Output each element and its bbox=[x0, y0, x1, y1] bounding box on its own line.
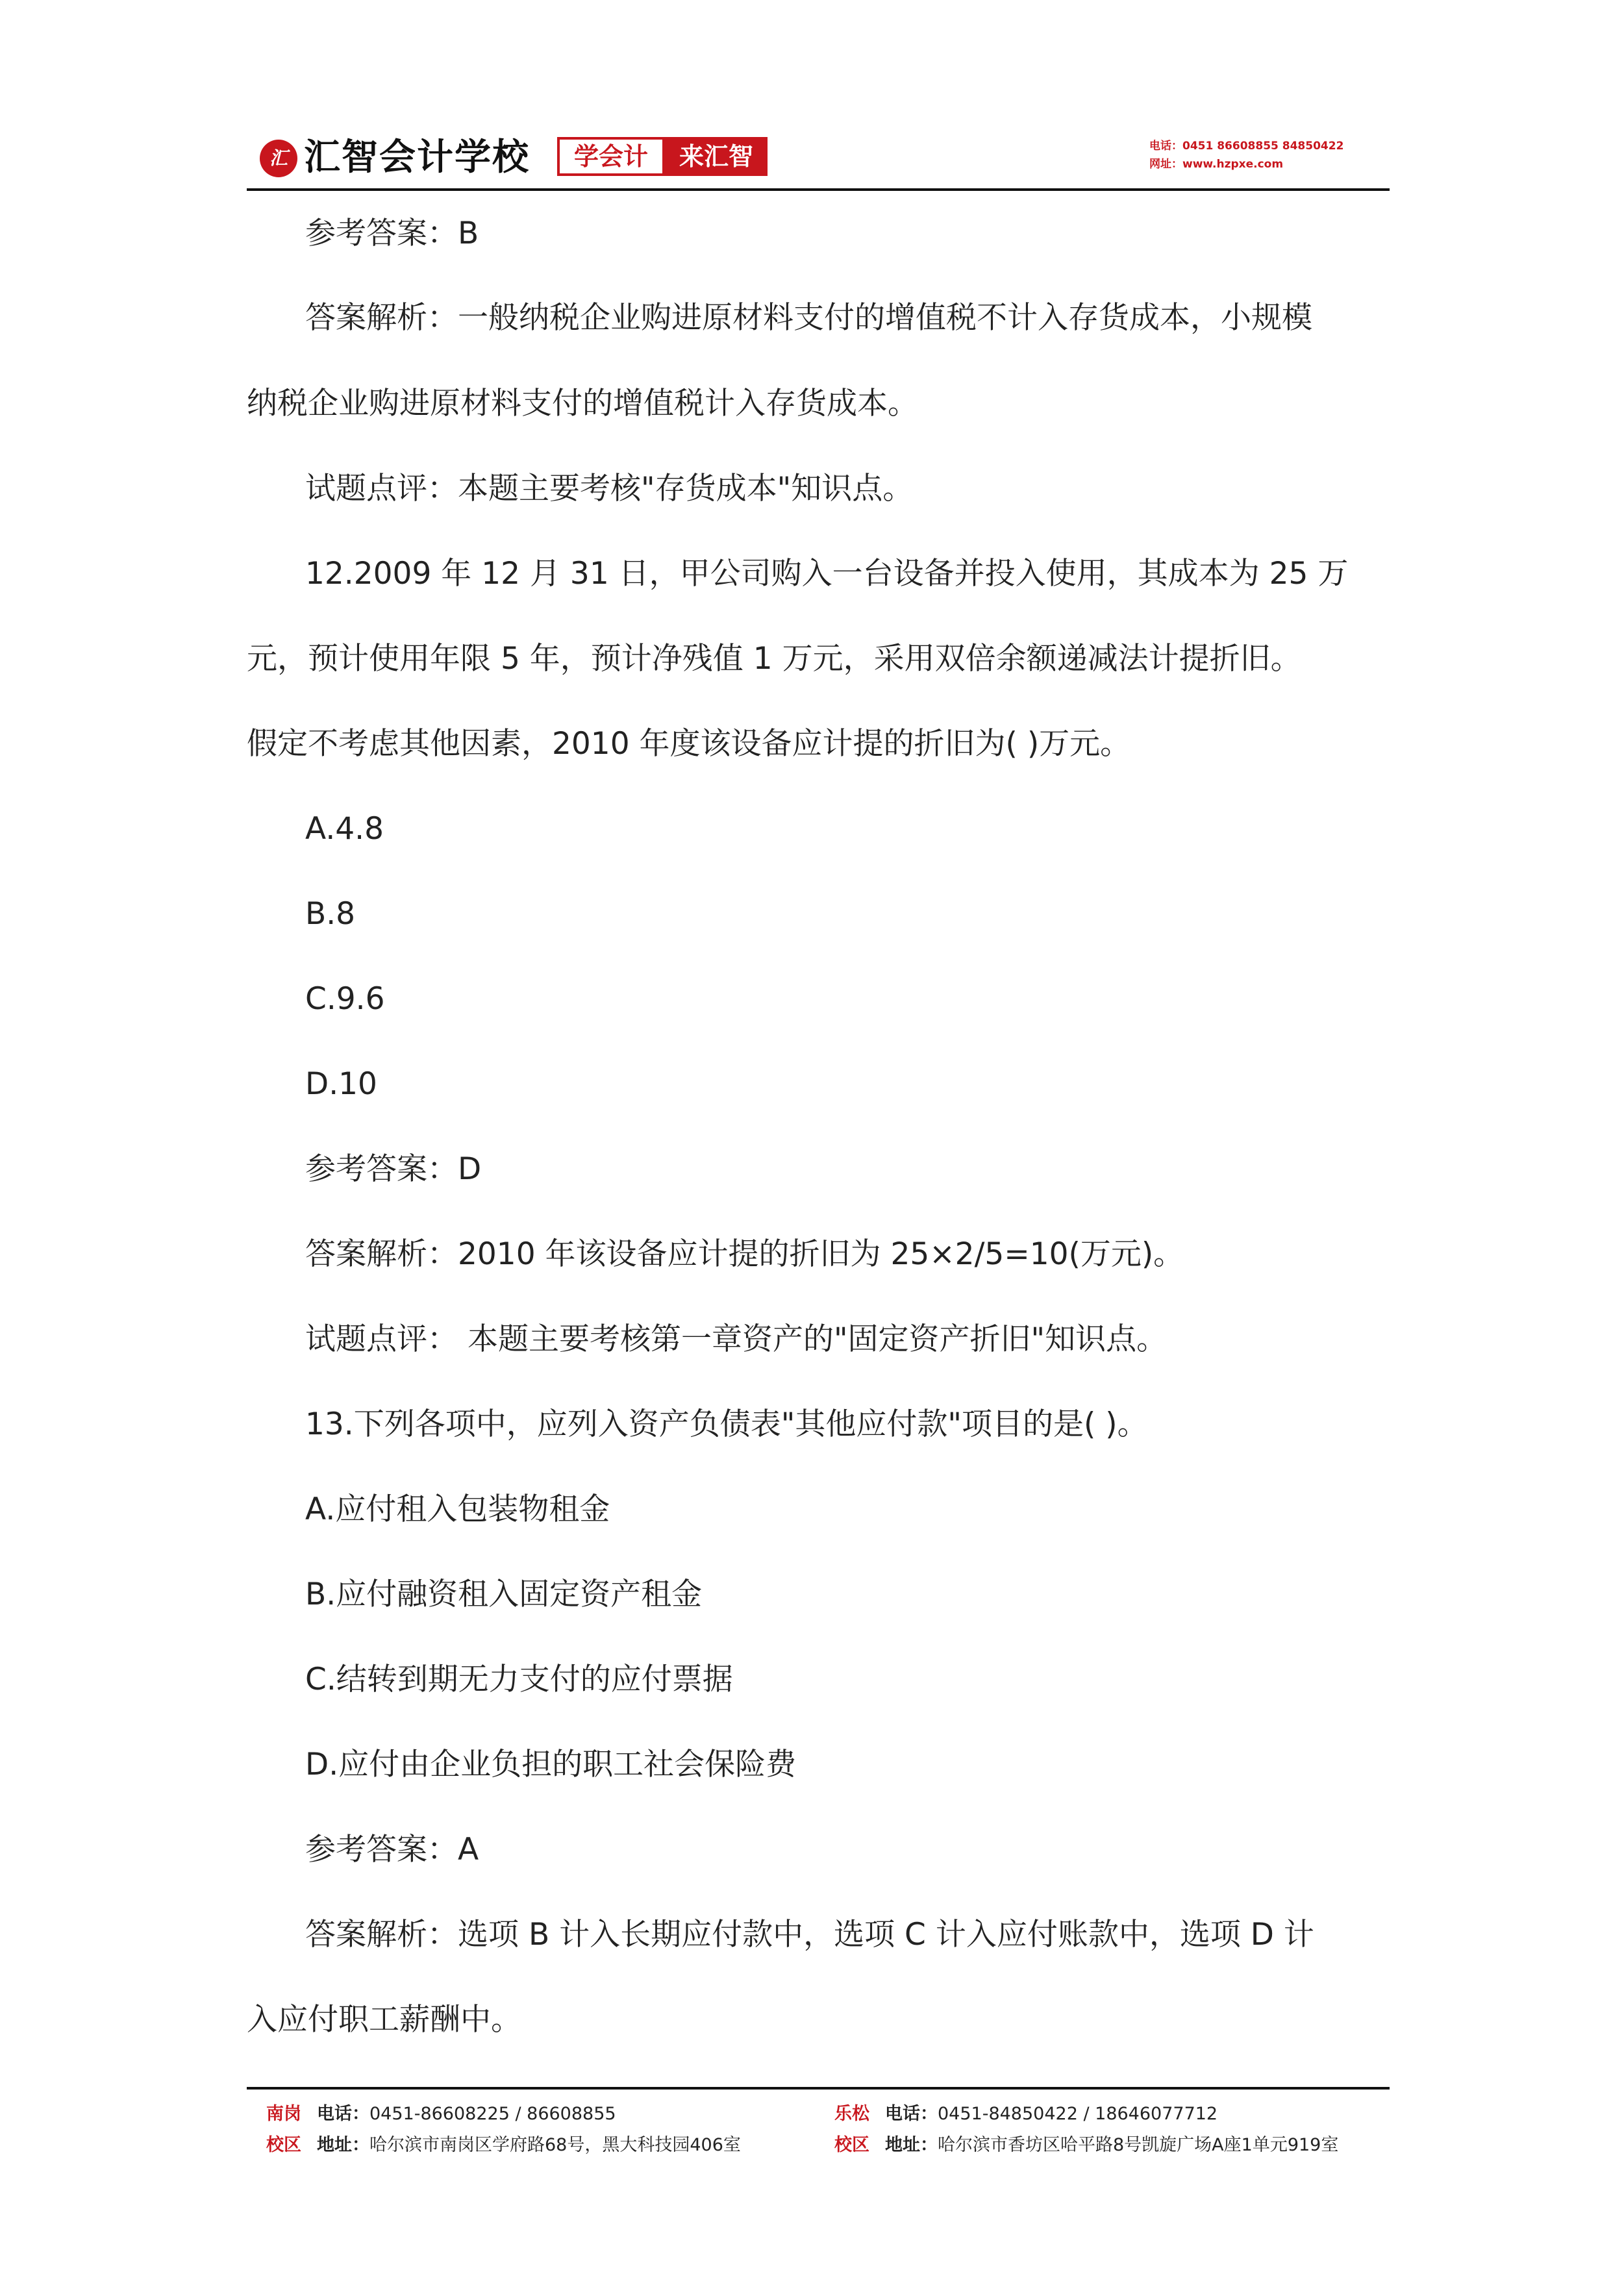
comment-line: 试题点评：本题主要考核"存货成本"知识点。 bbox=[305, 471, 914, 506]
footer-right-address-row bbox=[834, 2130, 1338, 2161]
footer-left-address-row bbox=[266, 2130, 741, 2161]
footer-right-campus bbox=[834, 2099, 1338, 2161]
page-header bbox=[247, 127, 1390, 185]
campus-name: 南岗 bbox=[266, 2104, 301, 2124]
campus-name: 乐松 bbox=[834, 2104, 869, 2124]
slogan-left: 学会计 bbox=[557, 137, 665, 176]
footer-left-phone-row bbox=[266, 2099, 741, 2130]
option-line: B.应付融资租入固定资产租金 bbox=[305, 1577, 703, 1612]
option-line: C.9.6 bbox=[305, 981, 385, 1017]
header-contact bbox=[1149, 137, 1343, 173]
address-label: 地址： bbox=[317, 2135, 369, 2155]
answer-line: 参考答案：B bbox=[305, 216, 479, 251]
option-line: A.应付租入包装物租金 bbox=[305, 1491, 610, 1527]
header-divider bbox=[247, 188, 1390, 191]
school-name: 汇智会计学校 bbox=[304, 136, 530, 179]
footer-divider bbox=[247, 2087, 1390, 2090]
comment-line: 试题点评： 本题主要考核第一章资产的"固定资产折旧"知识点。 bbox=[305, 1321, 1168, 1357]
campus-address: 哈尔滨市南岗区学府路68号，黑大科技园406室 bbox=[369, 2135, 741, 2155]
option-line: A.4.8 bbox=[305, 811, 384, 847]
phone-label: 电话： bbox=[317, 2104, 369, 2124]
campus-phone: 0451-86608225 / 86608855 bbox=[369, 2104, 616, 2124]
option-line: C.结转到期无力支付的应付票据 bbox=[305, 1662, 733, 1697]
option-line: D.应付由企业负担的职工社会保险费 bbox=[305, 1747, 797, 1782]
question-line: 假定不考虑其他因素，2010 年度该设备应计提的折旧为( )万元。 bbox=[247, 726, 1131, 762]
school-logo-icon: 汇 bbox=[260, 140, 297, 177]
address-label: 地址： bbox=[885, 2135, 938, 2155]
explanation-line: 纳税企业购进原材料支付的增值税计入存货成本。 bbox=[247, 386, 918, 421]
footer-right-phone-row bbox=[834, 2099, 1338, 2130]
explanation-line: 答案解析：2010 年该设备应计提的折旧为 25×2/5=10(万元)。 bbox=[305, 1236, 1184, 1272]
option-line: D.10 bbox=[305, 1066, 377, 1102]
answer-line: 参考答案：A bbox=[305, 1832, 479, 1867]
answer-line: 参考答案：D bbox=[305, 1151, 482, 1187]
header-phone: 电话：0451 86608855 84850422 bbox=[1149, 140, 1344, 153]
campus-suffix: 校区 bbox=[834, 2135, 869, 2155]
explanation-line: 答案解析：一般纳税企业购进原材料支付的增值税不计入存货成本，小规模 bbox=[305, 300, 1312, 336]
header-website: 网址：www.hzpxe.com bbox=[1149, 158, 1284, 171]
slogan-right: 来汇智 bbox=[665, 137, 768, 176]
question-line: 12.2009 年 12 月 31 日，甲公司购入一台设备并投入使用，其成本为 25 万 bbox=[305, 556, 1349, 592]
explanation-line: 答案解析：选项 B 计入长期应付款中，选项 C 计入应付账款中，选项 D 计 bbox=[305, 1917, 1314, 1953]
footer-left-campus bbox=[266, 2099, 741, 2161]
question-line: 元，预计使用年限 5 年，预计净残值 1 万元，采用双倍余额递减法计提折旧。 bbox=[247, 641, 1301, 677]
question-line: 13.下列各项中，应列入资产负债表"其他应付款"项目的是( )。 bbox=[305, 1406, 1148, 1442]
phone-label: 电话： bbox=[885, 2104, 938, 2124]
slogan-banner bbox=[557, 137, 768, 176]
option-line: B.8 bbox=[305, 896, 356, 932]
campus-suffix: 校区 bbox=[266, 2135, 301, 2155]
campus-address: 哈尔滨市香坊区哈平路8号凯旋广场A座1单元919室 bbox=[938, 2135, 1339, 2155]
campus-phone: 0451-84850422 / 18646077712 bbox=[938, 2104, 1218, 2124]
explanation-line: 入应付职工薪酬中。 bbox=[247, 2002, 521, 2038]
